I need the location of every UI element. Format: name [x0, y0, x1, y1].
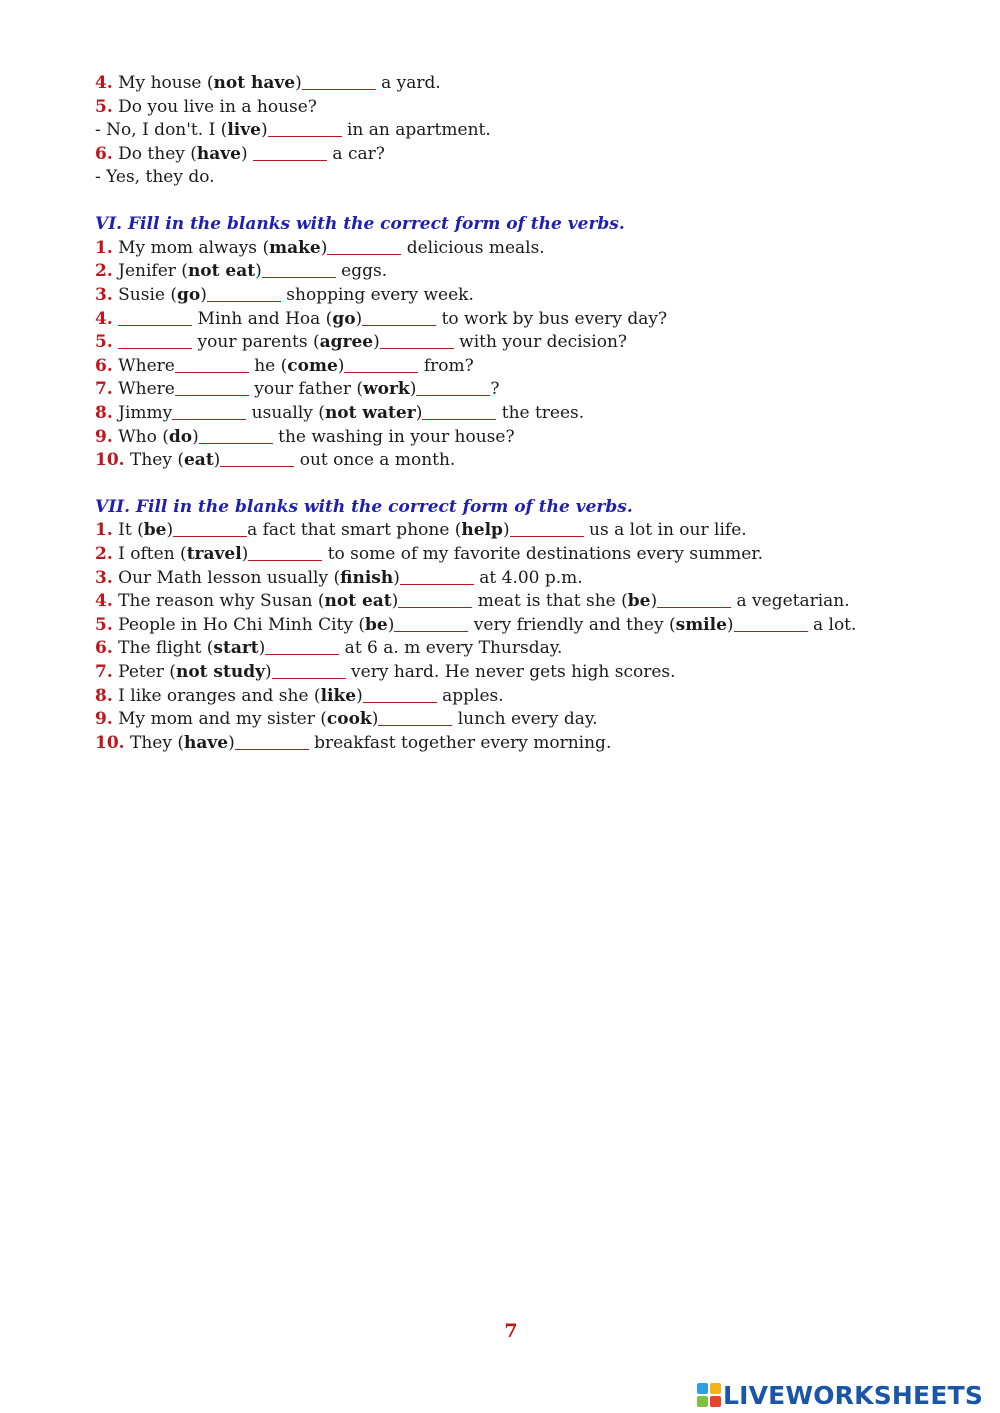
sentence-text: Do you live in a house?	[112, 96, 317, 117]
verb-prompt: smile	[675, 614, 727, 635]
sentence-text: your father (	[248, 379, 363, 400]
sentence-text: )	[356, 685, 363, 706]
sentence-text: in an apartment.	[341, 120, 491, 141]
sentence-text: usually (	[246, 402, 325, 423]
item-number: 6.	[95, 355, 113, 376]
sentence-text: Do they (	[112, 143, 197, 164]
sentence-text: breakfast together every morning.	[308, 732, 612, 753]
answer-blank[interactable]	[380, 334, 454, 349]
answer-blank[interactable]	[362, 311, 436, 326]
answer-blank[interactable]	[416, 381, 490, 396]
sentence-text: The flight (	[112, 638, 214, 659]
sentence-text: Susie (	[112, 284, 178, 305]
exercise-line	[95, 378, 955, 402]
sentence-text: - Yes, they do.	[95, 167, 215, 188]
sentence-text: from?	[418, 355, 474, 376]
verb-prompt: cook	[326, 709, 372, 730]
exercise-line	[95, 331, 955, 355]
item-number: 4.	[95, 308, 113, 329]
exercise-line	[95, 143, 955, 167]
answer-blank[interactable]	[253, 146, 327, 161]
sentence-text: I like oranges and she (	[112, 685, 321, 706]
answer-blank[interactable]	[302, 75, 376, 90]
logo-square-icon	[697, 1396, 708, 1407]
sentence-text: Peter (	[112, 662, 176, 683]
item-number: 10.	[95, 732, 125, 753]
sentence-text: Where	[112, 355, 175, 376]
sentence-text: Jimmy	[112, 402, 173, 423]
sentence-text: at 4.00 p.m.	[473, 567, 583, 588]
sentence-text: meat is that she (	[472, 591, 628, 612]
sentence-text: )	[192, 426, 199, 447]
exercise-line	[95, 355, 955, 379]
sentence-text: )	[373, 332, 380, 353]
verb-prompt: go	[332, 308, 356, 329]
item-number: 4.	[95, 591, 113, 612]
exercise-line	[95, 119, 955, 143]
sentence-text: a car?	[327, 143, 385, 164]
answer-blank[interactable]	[118, 311, 192, 326]
exercise-line	[95, 614, 955, 638]
exercise-line	[95, 426, 955, 450]
answer-blank[interactable]	[173, 522, 247, 537]
sentence-text: )	[320, 237, 328, 258]
exercise-line	[95, 308, 955, 332]
verb-prompt: start	[213, 638, 259, 659]
sentence-text: )	[393, 567, 400, 588]
verb-prompt: be	[365, 614, 388, 635]
sentence-text: Jenifer (	[112, 261, 188, 282]
sentence-text: )	[228, 732, 235, 753]
sentence-text: It (	[112, 520, 144, 541]
sentence-text: us a lot in our life.	[583, 520, 747, 541]
answer-blank[interactable]	[220, 452, 294, 467]
worksheet-content	[95, 72, 955, 755]
sentence-text: )	[241, 544, 249, 565]
answer-blank[interactable]	[400, 570, 474, 585]
sentence-text: apples.	[436, 685, 504, 706]
sentence-text: Who (	[112, 426, 169, 447]
item-number: 2.	[95, 261, 113, 282]
item-number: 7.	[95, 379, 113, 400]
exercise-line	[95, 519, 955, 543]
sentence-text: with your decision?	[453, 332, 628, 353]
answer-blank[interactable]	[394, 617, 468, 632]
sentence-text: They (	[124, 450, 184, 471]
sentence-text: Our Math lesson usually (	[112, 567, 341, 588]
sentence-text: )	[371, 709, 379, 730]
verb-prompt: not study	[175, 662, 265, 683]
answer-blank[interactable]	[272, 664, 346, 679]
exercise-line	[95, 284, 955, 308]
answer-blank[interactable]	[207, 287, 281, 302]
sentence-text: People in Ho Chi Minh City (	[112, 614, 366, 635]
verb-prompt: do	[168, 426, 193, 447]
sentence-text: at 6 a. m every Thursday.	[339, 638, 563, 659]
page-number: 7	[504, 1320, 518, 1342]
verb-prompt: have	[196, 143, 241, 164]
sentence-text: )	[166, 520, 174, 541]
exercise-line	[95, 237, 955, 261]
answer-blank[interactable]	[172, 405, 246, 420]
sentence-text: My mom and my sister (	[112, 709, 327, 730]
sentence-text: The reason why Susan (	[112, 591, 325, 612]
item-number: 5.	[95, 332, 113, 353]
sentence-text: eggs.	[335, 261, 388, 282]
sentence-text: I often (	[112, 544, 187, 565]
sentence-text: to some of my favorite destinations every summer.	[322, 544, 764, 565]
sentence-text: My mom always (	[112, 237, 270, 258]
sentence-text: )	[260, 120, 268, 141]
section-6-list	[95, 237, 955, 473]
answer-blank[interactable]	[118, 334, 192, 349]
sentence-text: )	[258, 638, 266, 659]
answer-blank[interactable]	[422, 405, 496, 420]
sentence-text: )	[337, 355, 345, 376]
exercise-line	[95, 72, 955, 96]
verb-prompt: not eat	[187, 261, 256, 282]
sentence-text: )	[240, 143, 254, 164]
exercise-line	[95, 96, 955, 120]
verb-prompt: be	[627, 591, 651, 612]
sentence-text: )	[295, 73, 302, 93]
verb-prompt: help	[461, 520, 503, 541]
answer-blank[interactable]	[175, 358, 249, 373]
verb-prompt: be	[143, 520, 167, 541]
item-number: 5.	[95, 96, 113, 117]
sentence-text: a lot.	[807, 614, 857, 635]
sentence-text: a fact that smart phone (	[247, 520, 462, 541]
answer-blank[interactable]	[199, 429, 273, 444]
verb-prompt: go	[177, 284, 201, 305]
sentence-text: )	[409, 379, 417, 400]
verb-prompt: travel	[186, 544, 242, 565]
sentence-text: a vegetarian.	[731, 591, 850, 612]
logo-text: LIVEWORKSHEETS	[723, 1380, 984, 1410]
item-number: 4.	[95, 73, 113, 93]
answer-blank[interactable]	[510, 522, 584, 537]
item-number: 8.	[95, 685, 113, 706]
sentence-text: )	[264, 662, 272, 683]
sentence-text: the trees.	[496, 402, 585, 423]
exercise-line	[95, 260, 955, 284]
sentence-text: the washing in your house?	[272, 426, 515, 447]
verb-prompt: finish	[340, 567, 394, 588]
verb-prompt: eat	[183, 450, 214, 471]
exercise-line	[95, 708, 955, 732]
verb-prompt: not have	[213, 73, 296, 93]
item-number: 1.	[95, 520, 113, 541]
answer-blank[interactable]	[398, 593, 472, 608]
item-number: 3.	[95, 567, 113, 588]
sentence-text: )	[502, 520, 510, 541]
sentence-text: out once a month.	[294, 450, 456, 471]
section-7-list	[95, 519, 955, 755]
sentence-text: )	[650, 591, 658, 612]
sentence-text: )	[726, 614, 734, 635]
exercise-line	[95, 567, 955, 591]
section-6-heading: VI. Fill in the blanks with the correct form of the verbs.	[95, 214, 625, 235]
sentence-text: a yard.	[375, 73, 441, 93]
item-number: 6.	[95, 638, 113, 659]
exercise-line	[95, 637, 955, 661]
sentence-text: Minh and Hoa (	[192, 308, 333, 329]
item-number: 7.	[95, 662, 113, 683]
liveworksheets-logo	[697, 1378, 983, 1412]
answer-blank[interactable]	[265, 640, 339, 655]
exercise-line	[95, 449, 955, 473]
exercise-line	[95, 402, 955, 426]
answer-blank[interactable]	[327, 240, 401, 255]
item-number: 10.	[95, 450, 125, 471]
section-gap	[95, 190, 955, 213]
sentence-text: shopping every week.	[280, 284, 474, 305]
answer-blank[interactable]	[262, 263, 336, 278]
exercise-line	[95, 685, 955, 709]
verb-prompt: not eat	[324, 591, 392, 612]
sentence-text: )	[355, 308, 363, 329]
answer-blank[interactable]	[248, 546, 322, 561]
sentence-text: Where	[112, 379, 175, 400]
sentence-text: he (	[248, 355, 288, 376]
sentence-text: They (	[124, 732, 184, 753]
sentence-text: )	[415, 402, 423, 423]
sentence-text: lunch every day.	[452, 709, 598, 730]
verb-prompt: like	[320, 685, 357, 706]
sentence-text: ?	[490, 379, 500, 400]
verb-prompt: agree	[319, 332, 374, 353]
verb-prompt: have	[183, 732, 229, 753]
exercise-line	[95, 732, 955, 756]
sentence-text: very friendly and they (	[468, 614, 676, 635]
sentence-text: )	[391, 591, 399, 612]
item-number: 8.	[95, 402, 113, 423]
item-number: 9.	[95, 426, 113, 447]
answer-blank[interactable]	[268, 122, 342, 137]
sentence-text: )	[200, 284, 207, 305]
sentence-text: )	[387, 614, 395, 635]
verb-prompt: not water	[324, 402, 416, 423]
answer-blank[interactable]	[235, 735, 309, 750]
answer-blank[interactable]	[175, 381, 249, 396]
verb-prompt: come	[287, 355, 338, 376]
answer-blank[interactable]	[734, 617, 808, 632]
item-number: 3.	[95, 284, 113, 305]
exercise-line	[95, 166, 955, 190]
logo-square-icon	[697, 1383, 708, 1394]
item-number: 1.	[95, 237, 113, 258]
item-number: 5.	[95, 614, 113, 635]
answer-blank[interactable]	[378, 711, 452, 726]
section-gap	[95, 473, 955, 496]
answer-blank[interactable]	[657, 593, 731, 608]
item-number: 9.	[95, 709, 113, 730]
answer-blank[interactable]	[344, 358, 418, 373]
sentence-text: - No, I don't. I (	[95, 120, 228, 141]
sentence-text: to work by bus every day?	[436, 308, 668, 329]
sentence-text: My house (	[112, 73, 214, 93]
sentence-text: your parents (	[192, 332, 320, 353]
answer-blank[interactable]	[363, 688, 437, 703]
logo-square-icon	[710, 1383, 721, 1394]
exercise-line	[95, 543, 955, 567]
verb-prompt: live	[227, 120, 261, 141]
logo-square-icon	[710, 1396, 721, 1407]
sentence-text: delicious meals.	[401, 237, 545, 258]
sentence-text: very hard. He never gets high scores.	[345, 662, 676, 683]
exercise-line	[95, 590, 955, 614]
logo-mark-icon	[697, 1383, 721, 1407]
section-7-heading: VII. Fill in the blanks with the correct form of the verbs.	[95, 496, 633, 517]
sentence-text: )	[213, 450, 221, 471]
item-number: 6.	[95, 143, 113, 164]
verb-prompt: work	[362, 379, 410, 400]
sentence-text: )	[255, 261, 262, 282]
continued-exercise-list	[95, 72, 955, 190]
verb-prompt: make	[269, 237, 321, 258]
item-number: 2.	[95, 544, 113, 565]
exercise-line	[95, 661, 955, 685]
